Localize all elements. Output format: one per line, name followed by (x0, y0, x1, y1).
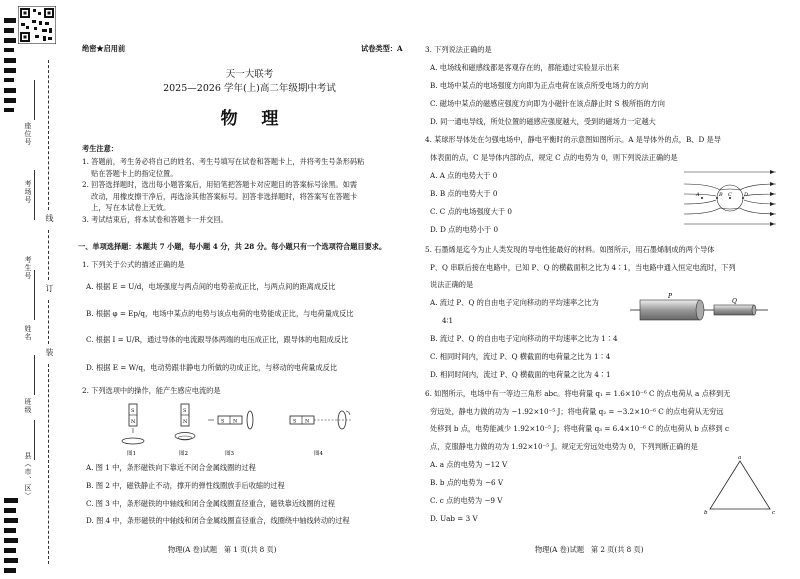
binding-strip (0, 0, 70, 579)
q6-stem-line1: 6. 如图所示，电场中有一等边三角形 abc。将电荷量 q₁ = 1.6×10⁻⁶ C 的点电荷从 a 点移到无 (425, 389, 731, 398)
exam-room-label: 考场号 (24, 180, 32, 204)
svg-text:N: N (131, 419, 136, 425)
svg-text:S: S (293, 418, 297, 425)
cut-mark-bind: 订 (45, 284, 54, 293)
svg-text:S: S (131, 408, 135, 414)
svg-text:D: D (744, 192, 749, 198)
q5-option-d: D. 相同时间内，流过 P、Q 横截面的电荷量之比为 4∶1 (430, 370, 611, 379)
q2-option-c: C. 图 3 中，条形磁铁的中轴线和闭合金属线圈直径重合，磁铁靠近线圈的过程 (86, 499, 335, 508)
notes-heading: 考生注意： (82, 144, 118, 153)
q1-stem: 1. 下列关于公式的描述正确的是 (82, 260, 185, 269)
q2-stem: 2. 下列选项中的操作，能产生感应电流的是 (82, 386, 221, 395)
magnet-fig3 (208, 411, 253, 429)
svg-text:B: B (719, 192, 723, 198)
q4-option-b: B. B 点的电势大于 0 (430, 189, 498, 198)
q5-option-c: C. 相同时间内，流过 P、Q 横截面的电荷量之比为 1∶4 (430, 352, 611, 361)
q3-option-d: D. 同一通电导线，所处位置的磁感应强度越大，受到的磁场力一定越大 (430, 117, 656, 126)
q3-option-c: C. 磁场中某点的磁感应强度方向即为小磁针在该点静止时 S 极所指的方向 (430, 99, 665, 108)
magnet-fig1 (122, 404, 144, 444)
note-line: 1. 答题前，考生务必将自己的姓名、考生号填写在试卷和答题卡上，并将考生号条形码粘 (82, 157, 365, 166)
svg-text:N: N (305, 418, 310, 425)
q3-option-b: B. 电场中某点的电场强度方向即为正点电荷在该点所受电场力的方向 (430, 81, 649, 90)
q6-option-a: A. a 点的电势为 −12 V (430, 460, 508, 469)
seat-number-label: 座位号 (24, 122, 32, 146)
cut-mark-fold: 装 (45, 348, 54, 357)
q5-option-a: A. 流过 P、Q 的自由电子定向移动的平均速率之比为 (430, 298, 599, 307)
fig1-label: 图1 (127, 451, 136, 457)
fig4-label: 图4 (314, 451, 323, 457)
q6-stem-line3: 处移到 b 点，电势能减少 1.92×10⁻⁵ J；将电荷量 q₃ = 6.4×10⁻⁶ C 的点电荷从 b 点移到 c (430, 424, 729, 433)
page-footer-right: 物理(A 卷)试题 第 2 页(共 8 页) (535, 545, 644, 554)
q4-field-figure (680, 164, 780, 230)
confidential-tag: 绝密★启用前 (82, 44, 126, 53)
note-line: 上，写在本试卷上无效。 (82, 203, 171, 212)
q2-option-d: D. 图 4 中，条形磁铁的中轴线和闭合金属线圈直径重合，线圈绕中轴线转动的过程 (86, 516, 350, 525)
page-title: 物 理 (220, 109, 279, 129)
paper-type-tag: 试卷类型：A (361, 44, 403, 53)
label-q: Q (732, 298, 737, 305)
label-b: b (704, 510, 708, 516)
q5-stem-line2: P、Q 串联后接在电路中，已知 P、Q 的横截面积之比为 4∶1，当电路中通入恒定电流时，下列 (430, 263, 736, 272)
cut-line (48, 60, 50, 210)
magnet-fig4 (290, 411, 352, 429)
q4-option-a: A. A 点的电势大于 0 (430, 171, 498, 180)
q6-option-d: D. Uab = 3 V (430, 514, 478, 523)
student-number-label: 考生号 (24, 256, 32, 280)
q6-option-b: B. b 点的电势为 −6 V (430, 478, 504, 487)
note-line: 2. 回答选择题时，选出每小题答案后，用铅笔把答题卡对应题目的答案标号涂黑。如需 (82, 180, 358, 189)
label-a: a (738, 455, 742, 461)
term-title: 2025—2026 学年(上)高二年级期中考试 (163, 83, 336, 94)
q3-stem: 3. 下列说法正确的是 (425, 45, 492, 54)
note-line: 改动，用橡皮擦干净后，再选涂其他答案标号。回答非选择题时，将答案写在答题卡 (82, 191, 358, 201)
name-label: 姓名 (24, 325, 32, 341)
q6-stem-line2: 穷远处，静电力做的功为 −1.92×10⁻⁵ J；将电荷量 q₂ = −3.2×10⁻⁶ C 的点电荷从无穷远 (430, 407, 724, 416)
q6-triangle-figure (700, 454, 780, 516)
svg-text:N: N (233, 418, 238, 425)
page-footer-left: 物理(A 卷)试题 第 1 页(共 8 页) (168, 545, 277, 554)
q2-option-b: B. 图 2 中，磁铁静止不动，撑开的弹性线圈放手后收缩的过程 (86, 481, 285, 490)
q6-option-c: C. c 点的电势为 −9 V (430, 496, 503, 505)
q4-option-c: C. C 点的电场强度大于 0 (430, 207, 512, 216)
q5-option-a-cont: 4∶1 (442, 316, 454, 325)
q3-option-a: A. 电场线和磁感线都是客观存在的，都能通过实验显示出来 (430, 63, 620, 72)
svg-text:S: S (183, 408, 187, 414)
magnet-fig2 (175, 404, 195, 440)
section-heading: 一、单项选择题：本题共 7 小题，每小题 4 分，共 28 分。每小题只有一个选项符合题目要求。 (78, 242, 387, 251)
q6-stem-line4: 点，克服静电力做的功为 1.92×10⁻⁵ J。规定无穷远处电势为 0，下列判断正确的是 (430, 442, 698, 451)
cut-mark-line: 线 (45, 214, 54, 223)
svg-text:A: A (696, 192, 700, 198)
q4-option-d: D. D 点的电势小于 0 (430, 225, 499, 234)
q5-stem-line1: 5. 石墨烯是迄今为止人类发现的导电性能最好的材料。如图所示，用石墨烯制成的两个导体 (425, 245, 715, 254)
note-line: 3. 考试结束后，将本试卷和答题卡一并交回。 (82, 214, 228, 224)
fig3-label: 图3 (225, 451, 234, 457)
label-p: P (668, 293, 673, 300)
q1-option-b: B. 根据 φ = Ep/q，电场中某点的电势与该点电荷的电势能成正比，与电荷量成反比 (86, 309, 354, 318)
q5-conductor-figure (630, 292, 770, 326)
org-title: 天一大联考 (225, 69, 274, 80)
q5-option-b: B. 流过 P、Q 的自由电子定向移动的平均速率之比为 1∶4 (430, 334, 618, 343)
notes-list (82, 156, 364, 225)
note-line: 贴在答题卡上的指定位置。 (82, 168, 178, 178)
svg-text:C: C (728, 192, 732, 198)
class-label: 班级 (24, 398, 32, 414)
q5-stem-line3: 说法正确的是 (430, 280, 474, 289)
q2-option-a: A. 图 1 中，条形磁铁向下靠近不闭合金属线圈的过程 (86, 463, 256, 472)
county-label: 县（市、区） (24, 452, 32, 500)
q1-option-a: A. 根据 E = U/d，电场强度与两点间的电势差成正比，与两点间的距离成反比 (86, 282, 336, 291)
q4-stem-line2: 体表面的点，C 是导体内部的点，规定 C 点的电势为 0，则下列说法正确的是 (430, 153, 678, 162)
q1-option-c: C. 根据 I = U/R，通过导体的电流跟导体两端的电压成正比，跟导体的电阻成反比 (86, 335, 349, 344)
qr-code-icon (18, 6, 56, 44)
q4-stem-line1: 4. 某球形导体处在匀强电场中，静电平衡时的示意图如图所示。A 是导体外的点，B、D 是导 (425, 135, 721, 144)
svg-text:N: N (183, 419, 188, 425)
q1-option-d: D. 根据 E = W/q，电动势跟非静电力所做的功成正比，与移动的电荷量成反比 (86, 363, 338, 372)
label-c: c (772, 510, 776, 516)
fig2-label: 图2 (179, 451, 188, 457)
svg-text:S: S (221, 418, 225, 425)
q2-figures (118, 400, 358, 458)
